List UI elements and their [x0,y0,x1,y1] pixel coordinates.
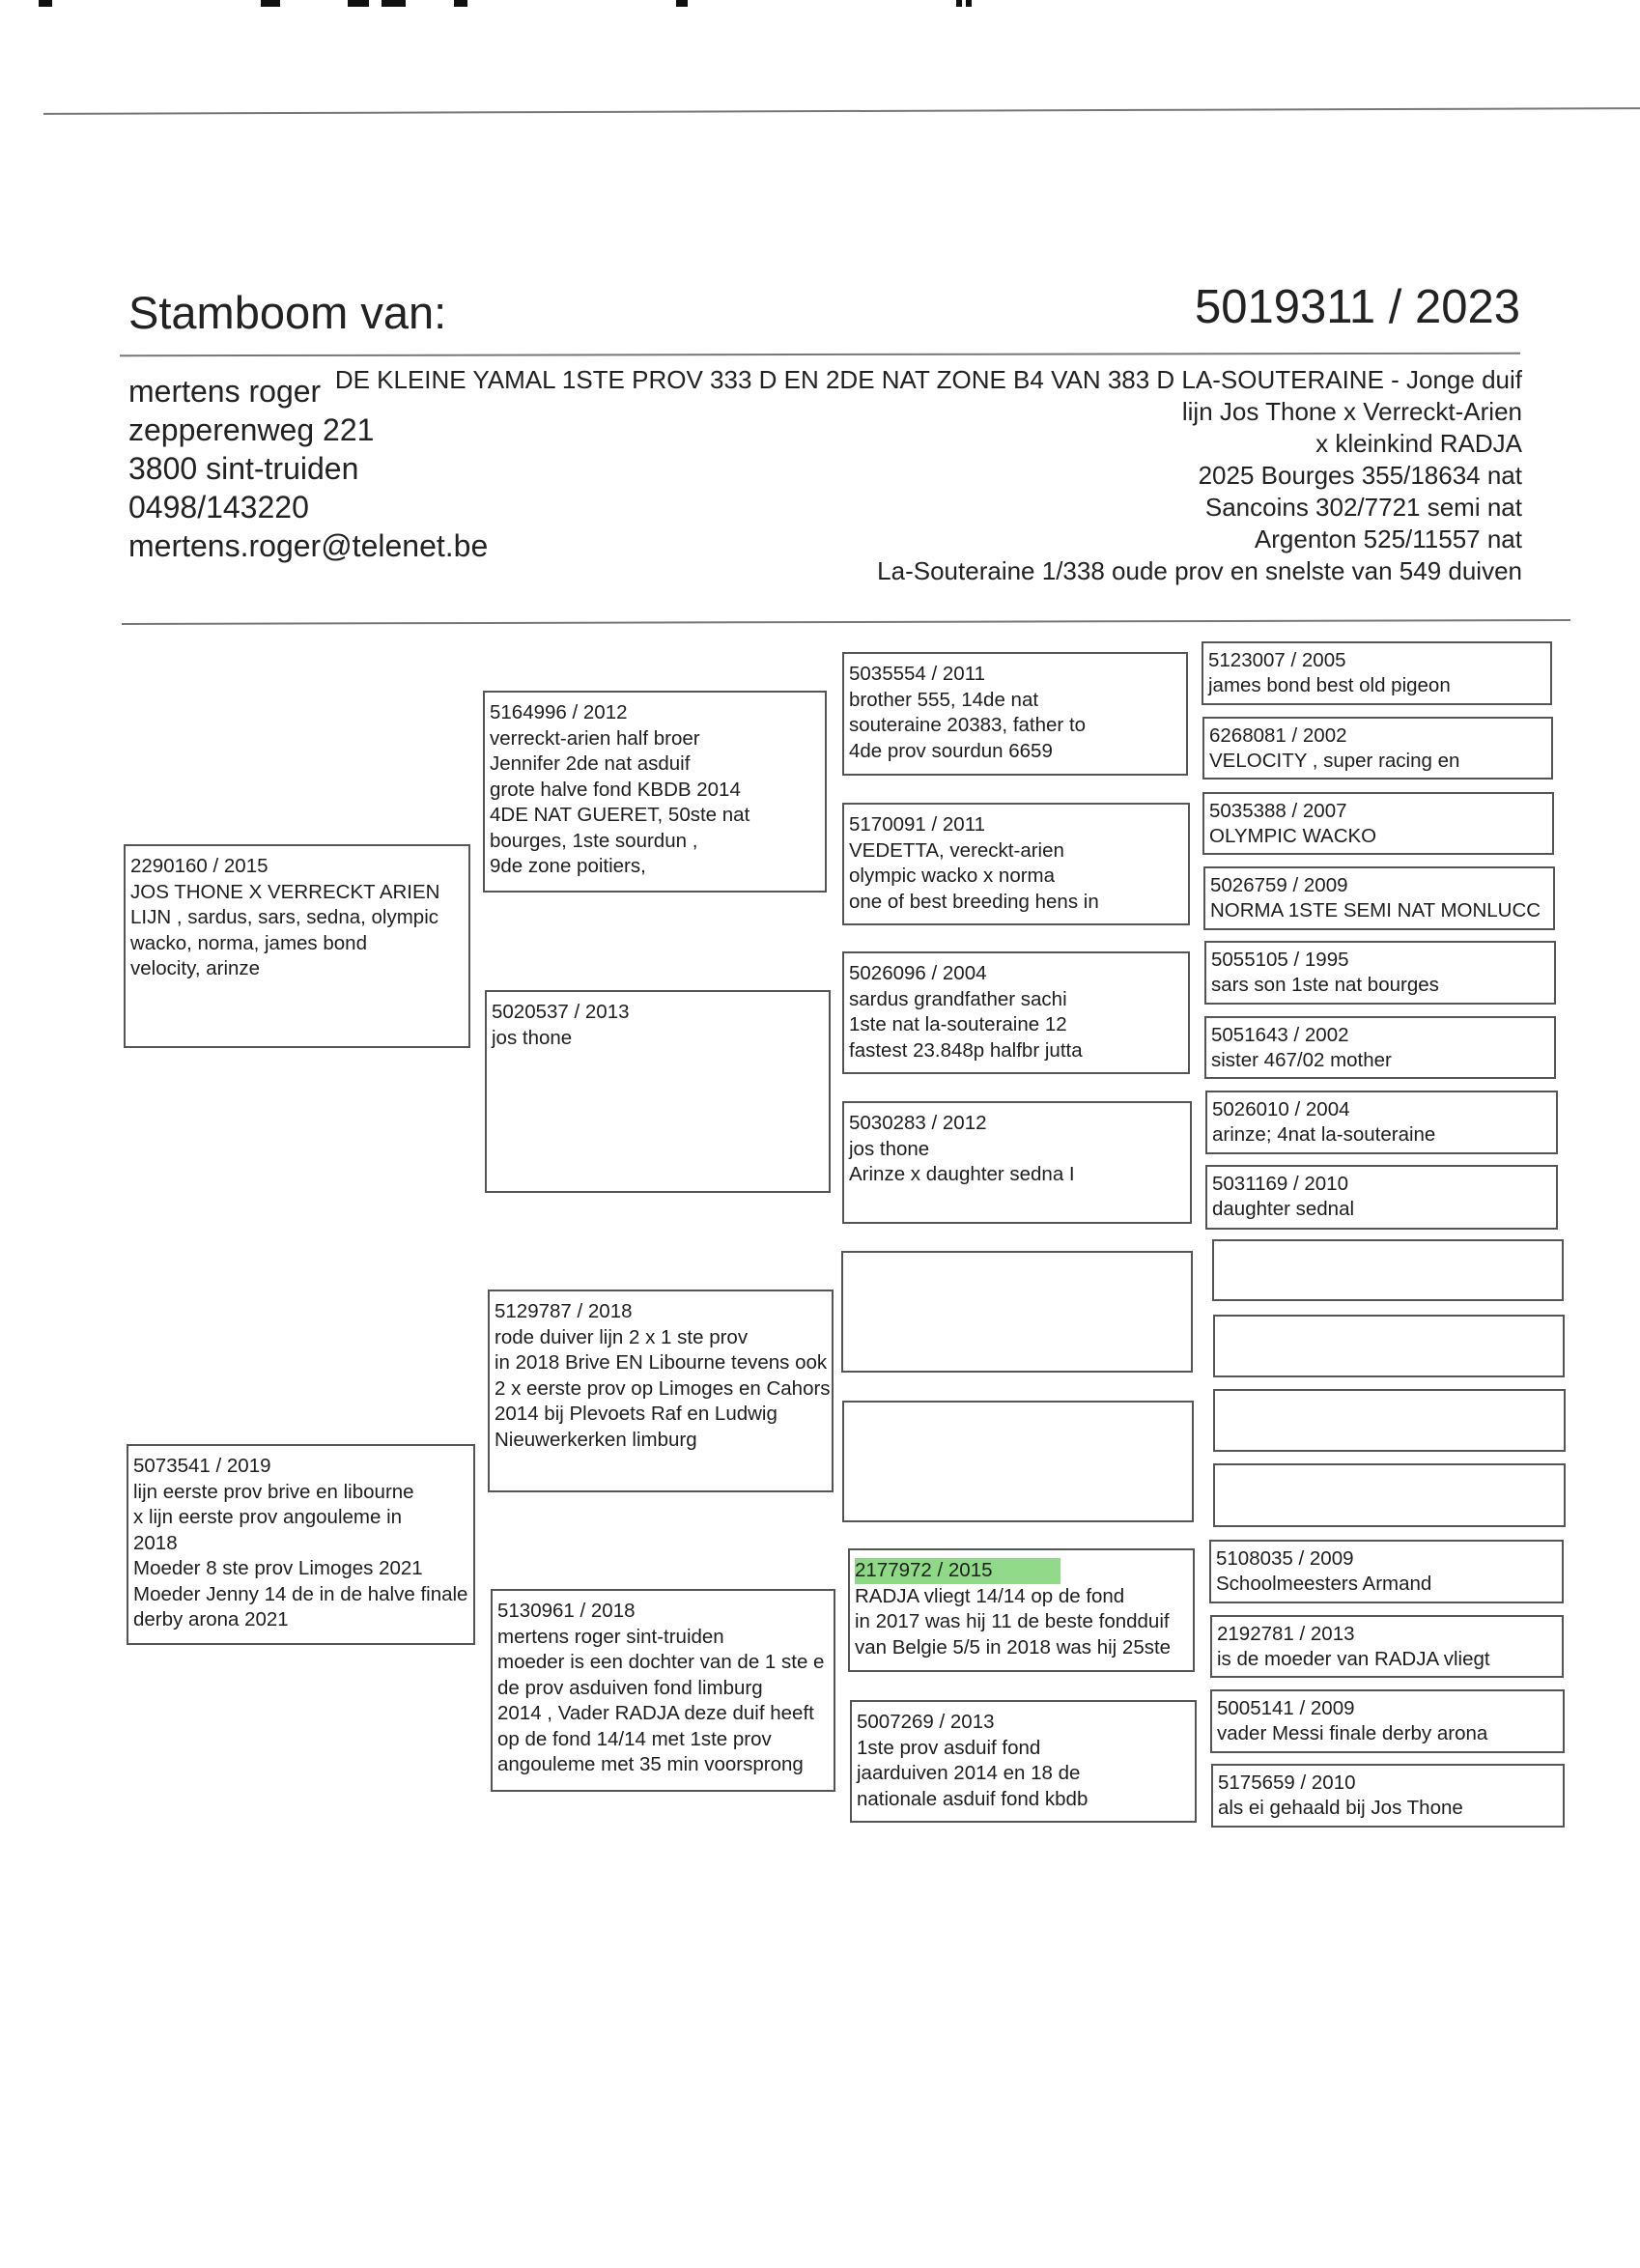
ring-number: 5123007 / 2005 [1208,649,1346,671]
note-line: jos thone [849,1137,930,1160]
ring-number: 5020537 / 2013 [492,1001,630,1023]
note-line: sister 467/02 mother [1211,1049,1392,1071]
owner-phone: 0498/143220 [128,490,309,524]
ring-number: 5026010 / 2004 [1212,1098,1350,1120]
note-line: in 2018 Brive EN Libourne tevens ook [495,1351,828,1374]
owner-city: 3800 sint-truiden [128,451,359,486]
note-line: VELOCITY , super racing en [1209,750,1460,772]
ring-number: 5073541 / 2019 [133,1455,271,1477]
ring-number: 5031169 / 2010 [1212,1173,1348,1195]
description-line: Sancoins 302/7721 semi nat [1204,493,1522,522]
description-line: x kleinkind RADJA [1315,429,1522,458]
pedigree-ffm [842,803,1190,925]
description-line: 2025 Bourges 355/18634 nat [1198,461,1522,490]
description-line: La-Souteraine 1/338 oude prov en snelste van 549 duiven [877,556,1522,585]
note-line: nationale asduif fond kbdb [857,1787,1089,1810]
pedigree-gen4-10-empty-box [1213,1315,1565,1377]
ring-number: 5170091 / 2011 [849,813,985,836]
note-line: verreckt-arien half broer [490,726,700,750]
ring-number: 5005141 / 2009 [1217,1697,1355,1719]
header-rule [120,353,1520,357]
ring-number: 6268081 / 2002 [1209,724,1347,747]
pigeon-description [335,364,1522,587]
pedigree-gen4-5 [1204,941,1556,1005]
note-line: 4de prov sourdun 6659 [849,739,1053,762]
note-line: in 2017 was hij 11 de beste fondduif [855,1610,1170,1632]
top-rule [43,107,1640,115]
scan-artifact [0,0,985,8]
pedigree-gen4-8 [1205,1165,1558,1230]
pedigree-mfm [842,1401,1194,1522]
description-line: lijn Jos Thone x Verreckt-Arien [1181,397,1522,426]
pedigree-gen4-4 [1203,866,1555,930]
note-line: james bond best old pigeon [1208,674,1451,696]
owner-street: zepperenweg 221 [128,412,375,447]
note-line: VEDETTA, vereckt-arien [849,838,1064,862]
note-line: OLYMPIC WACKO [1209,825,1377,847]
note-line: velocity, arinze [130,957,261,979]
pedigree-mother-mother [491,1589,835,1792]
note-line: van Belgie 5/5 in 2018 was hij 25ste [855,1635,1172,1658]
pedigree-mother [127,1444,475,1645]
ring-number: 5026096 / 2004 [849,962,987,984]
ring-number: 5035554 / 2011 [849,663,985,685]
note-line: bourges, 1ste sourdun , [490,829,698,852]
note-line: sars son 1ste nat bourges [1211,974,1439,996]
pedigree-gen4-3 [1202,792,1554,855]
note-line: mertens roger sint-truiden [497,1625,724,1648]
pedigree-gen4-13 [1209,1540,1564,1603]
note-line: op de fond 14/14 met 1ste prov [497,1727,772,1750]
note-line: is de moeder van RADJA vliegt [1217,1648,1490,1670]
note-line: one of best breeding hens in [849,890,1099,913]
pedigree-gen4-12-empty-box [1213,1463,1566,1527]
ring-number: 2290160 / 2015 [130,855,269,877]
note-line: NORMA 1STE SEMI NAT MONLUCC [1210,899,1541,921]
pedigree-mmf [848,1548,1195,1672]
note-line: jos thone [492,1026,573,1049]
note-line: Moeder 8 ste prov Limoges 2021 [133,1557,423,1579]
note-line: Moeder Jenny 14 de in de halve finale [133,1582,468,1605]
note-line: grote halve fond KBDB 2014 [490,778,741,801]
pedigree-gen4-2 [1202,717,1553,780]
pedigree-gen4-11-empty-box [1213,1389,1566,1452]
note-line: 4DE NAT GUERET, 50ste nat [490,804,750,826]
note-line: LIJN , sardus, sars, sedna, olympic [130,906,439,928]
owner-name: mertens roger [128,374,322,409]
note-line: brother 555, 14de nat [849,688,1039,711]
ring-number: 5130961 / 2018 [497,1600,636,1622]
pedigree-mother-father [488,1290,834,1492]
ring-number: 5055105 / 1995 [1211,949,1349,971]
ring-number-highlighted: 2177972 / 2015 [855,1558,1060,1584]
note-line: de prov asduiven fond limburg [497,1676,763,1699]
note-line: RADJA vliegt 14/14 op de fond [855,1584,1125,1607]
note-line: angouleme met 35 min voorsprong [497,1753,804,1775]
pedigree-fff [842,652,1188,776]
note-line: 2 x eerste prov op Limoges en Cahors [495,1376,831,1400]
pedigree-gen4-15 [1210,1689,1565,1753]
note-line: x lijn eerste prov angouleme in [133,1506,403,1528]
note-line: vader Messi finale derby arona [1217,1722,1488,1744]
note-line: Jennifer 2de nat asduif [490,752,691,775]
note-line: 2018 [133,1531,178,1554]
note-line: wacko, norma, james bond [130,931,367,954]
note-line: rode duiver lijn 2 x 1 ste prov [495,1325,749,1348]
ring-number: 5051643 / 2002 [1211,1024,1349,1046]
note-line: sardus grandfather sachi [849,987,1067,1010]
pedigree-fmm [842,1101,1192,1224]
ring-number: 5026759 / 2009 [1210,874,1348,896]
pedigree-father-mother [485,990,831,1193]
page-title: Stamboom van: [128,287,447,338]
pedigree-mmm [850,1700,1197,1823]
ring-number: 2192781 / 2013 [1217,1623,1355,1645]
note-line: daughter sednal [1212,1198,1355,1220]
description-line: DE KLEINE YAMAL 1STE PROV 333 D EN 2DE NAT ZONE B4 VAN 383 D LA-SOUTERAINE - Jonge duif [334,365,1522,394]
description-line: Argenton 525/11557 nat [1254,524,1522,553]
note-line: olympic wacko x norma [849,865,1056,887]
ring-number: 5019311 / 2023 [1195,281,1520,333]
ring-number: 5007269 / 2013 [857,1711,995,1733]
note-line: 1ste nat la-souteraine 12 [849,1013,1067,1035]
note-line: 1ste prov asduif fond [857,1736,1041,1759]
pedigree-gen4-16 [1211,1764,1565,1828]
ring-number: 5108035 / 2009 [1216,1547,1354,1570]
note-line: Arinze x daughter sedna I [849,1163,1075,1185]
pedigree-gen4-1 [1202,641,1552,705]
pedigree-gen4-9-empty-box [1212,1239,1564,1301]
note-line: JOS THONE X VERRECKT ARIEN [130,880,440,903]
pedigree-rule [122,619,1570,625]
pedigree-father-father [483,691,827,893]
ring-number: 5035388 / 2007 [1209,800,1347,822]
note-line: jaarduiven 2014 en 18 de [857,1762,1081,1784]
note-line: 9de zone poitiers, [490,855,646,877]
note-line: arinze; 4nat la-souteraine [1212,1123,1436,1146]
ring-number: 5175659 / 2010 [1218,1772,1356,1794]
owner-email: mertens.roger@telenet.be [128,528,489,563]
pedigree-father [124,844,470,1048]
ring-number: 5030283 / 2012 [849,1112,987,1134]
note-line: Nieuwerkerken limburg [495,1428,697,1451]
pedigree-mff [841,1251,1193,1373]
note-line: als ei gehaald bij Jos Thone [1218,1797,1463,1819]
ring-number: 5164996 / 2012 [490,701,628,723]
note-line: Schoolmeesters Armand [1216,1573,1432,1595]
note-line: souteraine 20383, father to [849,714,1087,736]
note-line: moeder is een dochter van de 1 ste e [497,1651,825,1673]
note-line: lijn eerste prov brive en libourne [133,1480,414,1503]
ring-number: 5129787 / 2018 [495,1300,633,1322]
pedigree-gen4-14 [1210,1615,1564,1678]
note-line: fastest 23.848p halfbr jutta [849,1038,1083,1062]
pedigree-gen4-6 [1204,1016,1556,1079]
note-line: 2014 bij Plevoets Raf en Ludwig [495,1403,778,1425]
pedigree-gen4-7 [1205,1091,1558,1154]
pedigree-fmf [842,951,1190,1074]
note-line: derby arona 2021 [133,1608,289,1630]
note-line: 2014 , Vader RADJA deze duif heeft [497,1702,814,1724]
